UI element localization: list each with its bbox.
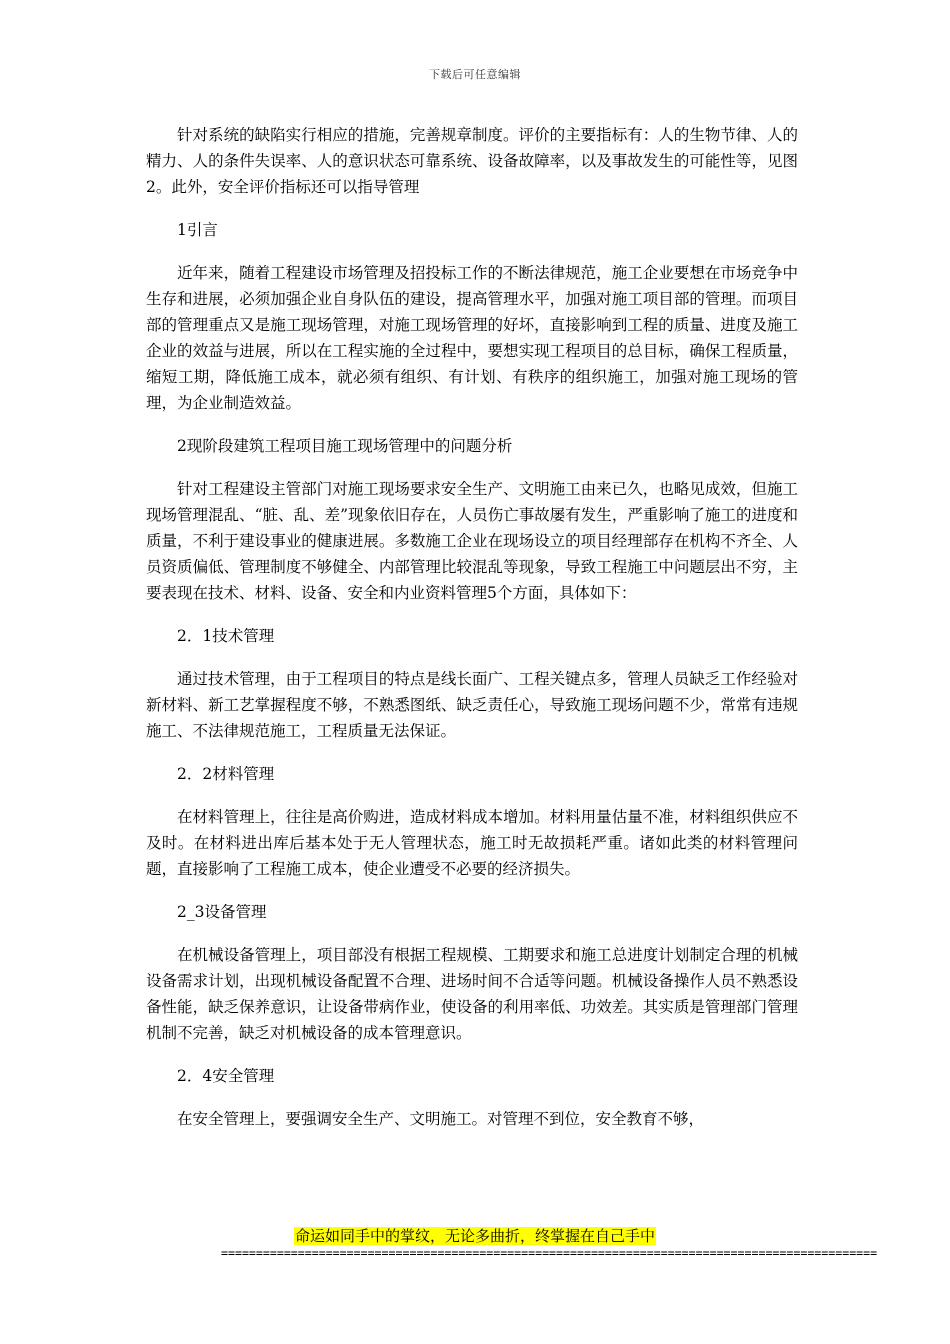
paragraph-introduction: 近年来，随着工程建设市场管理及招投标工作的不断法律规范，施工企业要想在市场竞争中生存和进展，必须加强企业自身队伍的建设，提高管理水平，加强对施工项目部的管理。而项目部的管理重点又是施工现场管理，对施工现场管理的好坏，直接影响到工程的质量、进度及施工企业的效益与进展，所以在工程实施的全过程中，要想实现工程项目的总目标，确保工程质量，缩短工期，降低施工成本，就必须有组织、有计划、有秩序的组织施工，加强对施工现场的管理，为企业制造效益。 bbox=[146, 264, 798, 412]
section-heading-2-2: 2．2材料管理 bbox=[177, 765, 275, 783]
paragraph-intro-fragment: 针对系统的缺陷实行相应的措施，完善规章制度。评价的主要指标有：人的生物节律、人的精力、人的条件失误率、人的意识状态可靠系统、设备故障率，以及事故发生的可能性等，见图2。此外，安全评价指标还可以指导管理 bbox=[146, 126, 798, 196]
footer-slogan-text: 命运如同手中的掌纹，无论多曲折，终掌握在自己手中 bbox=[294, 1227, 655, 1245]
section-heading-2-3: 2_3设备管理 bbox=[177, 903, 267, 921]
document-body bbox=[146, 122, 798, 1149]
footer-slogan bbox=[0, 1226, 950, 1246]
paragraph-problem-analysis: 针对工程建设主管部门对施工现场要求安全生产、文明施工由来已久，也略见成效，但施工现场管理混乱、“脏、乱、差”现象依旧存在，人员伤亡事故屡有发生，严重影响了施工的进度和质量，不利于建设事业的健康进展。多数施工企业在现场设立的项目经理部存在机构不齐全、人员资质偏低、管理制度不够健全、内部管理比较混乱等现象，导致工程施工中问题层出不穷，主要表现在技术、材料、设备、安全和内业资料管理5个方面，具体如下： bbox=[146, 480, 798, 602]
paragraph-safety-management: 在安全管理上，要强调安全生产、文明施工。对管理不到位，安全教育不够， bbox=[177, 1110, 705, 1128]
paragraph-material-management: 在材料管理上，往往是高价购进，造成材料成本增加。材料用量估量不准，材料组织供应不及时。在材料进出库后基本处于无人管理状态，施工时无故损耗严重。诸如此类的材料管理问题，直接影响了工程施工成本，使企业遭受不必要的经济损失。 bbox=[146, 808, 798, 878]
section-heading-2-4: 2．4安全管理 bbox=[177, 1067, 275, 1085]
paragraph-technical-management: 通过技术管理，由于工程项目的特点是线长面广、工程关键点多，管理人员缺乏工作经验对新材料、新工艺掌握程度不够，不熟悉图纸、缺乏责任心，导致施工现场问题不少，常常有违规施工、不法律规范施工，工程质量无法保证。 bbox=[146, 670, 798, 740]
page-header: 下载后可任意编辑 bbox=[429, 68, 521, 81]
section-heading-1: 1引言 bbox=[177, 221, 218, 239]
paragraph-equipment-management: 在机械设备管理上，项目部没有根据工程规模、工期要求和施工总进度计划制定合理的机械设备需求计划，出现机械设备配置不合理、进场时间不合适等问题。机械设备操作人员不熟悉设备性能，缺乏保养意识，让设备带病作业，使设备的利用率低、功效差。其实质是管理部门管理机制不完善，缺乏对机械设备的成本管理意识。 bbox=[146, 946, 798, 1042]
section-heading-2-1: 2．1技术管理 bbox=[177, 627, 275, 645]
footer-divider-rule: ============================================================================================== bbox=[221, 1246, 878, 1260]
section-heading-2: 2现阶段建筑工程项目施工现场管理中的问题分析 bbox=[177, 437, 513, 455]
